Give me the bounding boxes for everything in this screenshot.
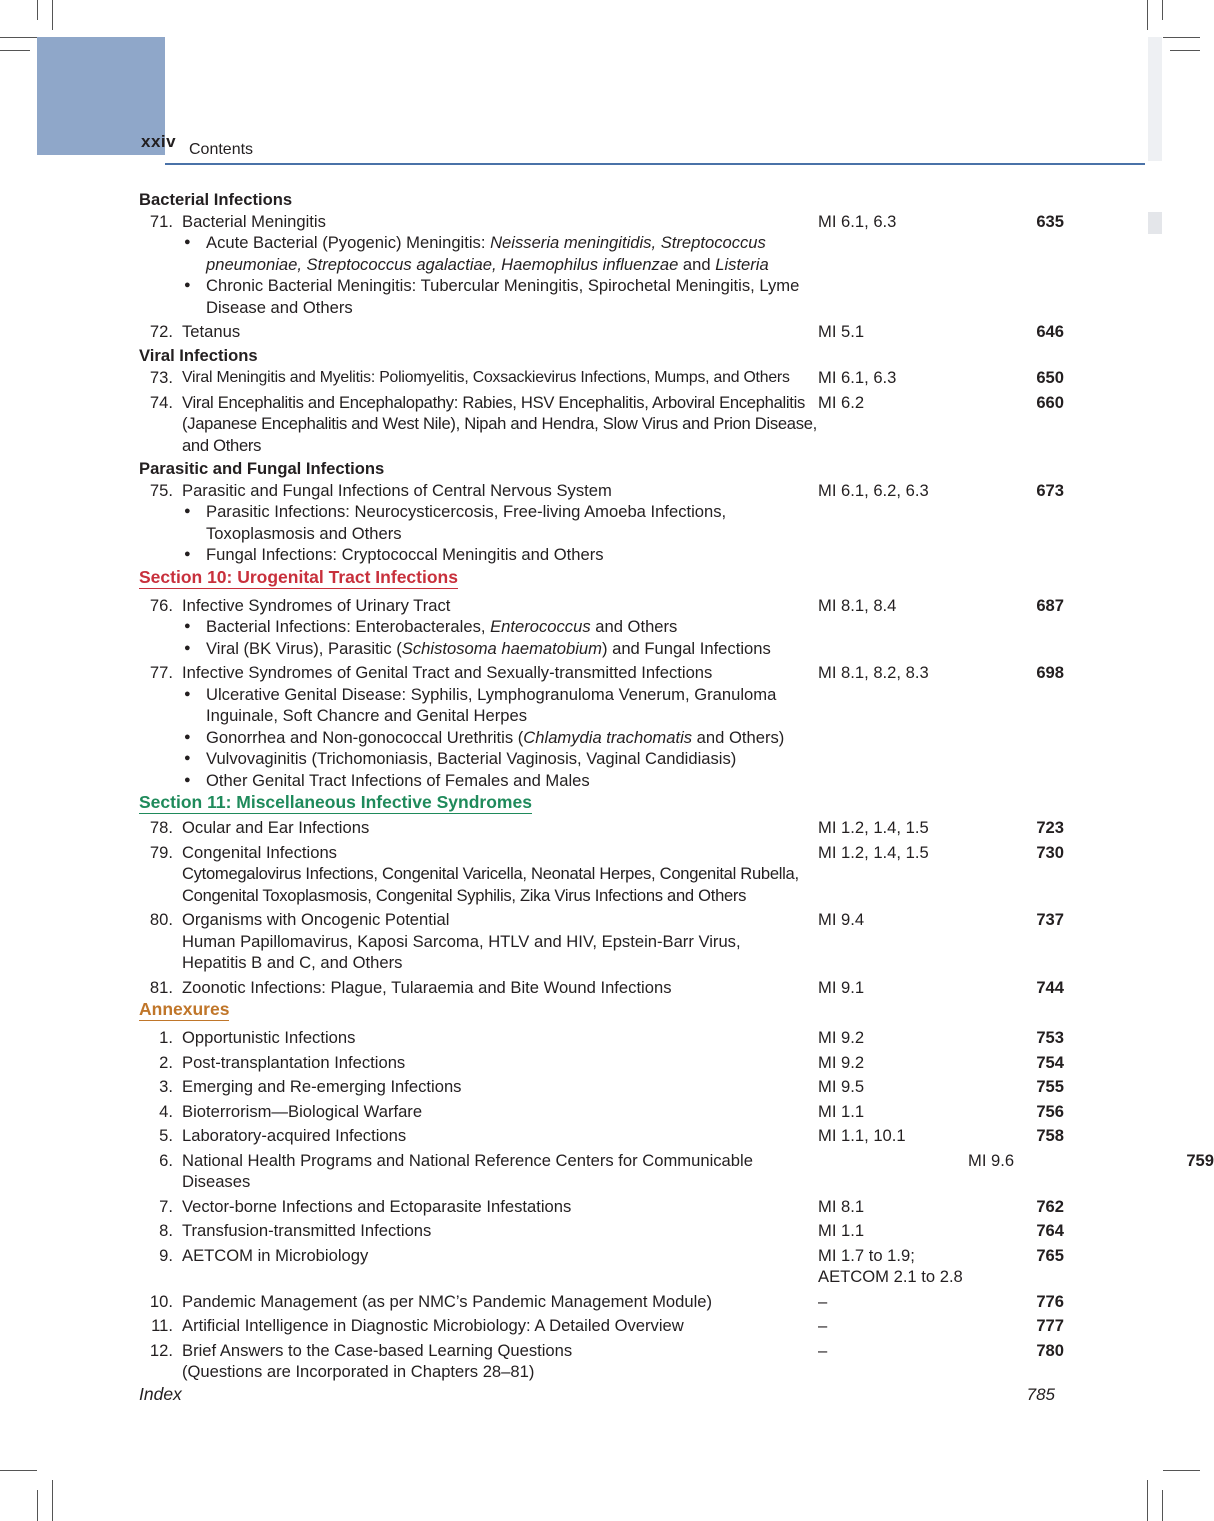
- crop-mark: [1163, 1470, 1200, 1471]
- competency-code: MI 8.1: [818, 1196, 865, 1216]
- annexure-title: Artificial Intelligence in Diagnostic Microbiology: A Detailed Overview: [182, 1316, 684, 1335]
- group-heading: Bacterial Infections: [139, 190, 293, 209]
- annexure-number: 4.: [159, 1101, 173, 1121]
- annexure-title: Pandemic Management (as per NMC’s Pandemic Management Module): [182, 1291, 713, 1311]
- competency-code: MI 1.2, 1.4, 1.5: [818, 818, 929, 837]
- toc-entry[interactable]: [139, 817, 1064, 839]
- bullet-item: ● Bacterial Infections: Enterobacterales, Enterococcus and Others: [182, 616, 818, 638]
- chapter-title: Bacterial Meningitis: [182, 211, 326, 231]
- page-number: 759: [1186, 1150, 1214, 1170]
- toc-entry[interactable]: [139, 392, 1064, 457]
- page-number: 744: [1036, 977, 1064, 997]
- annexure-number: 6.: [159, 1150, 173, 1170]
- page-number: 755: [1036, 1077, 1064, 1096]
- page-number: 776: [1036, 1291, 1064, 1311]
- competency-code: MI 8.1, 8.2, 8.3: [818, 663, 929, 682]
- chapter-title: Zoonotic Infections: Plague, Tularaemia and Bite Wound Infections: [182, 977, 672, 997]
- chapter-number: 79.: [149, 842, 173, 862]
- chapter-title-block: [173, 662, 818, 791]
- edge-tab: [1148, 37, 1162, 161]
- competency-code: –: [818, 1291, 828, 1311]
- annexure-title: Vector-borne Infections and Ectoparasite Infestations: [182, 1196, 572, 1216]
- competency-code-block: [818, 1245, 1008, 1288]
- chapter-number: 73.: [149, 368, 173, 387]
- annexure-number: 11.: [151, 1316, 173, 1335]
- chapter-title-block: [173, 842, 818, 907]
- crop-mark: [0, 37, 37, 38]
- crop-mark: [0, 1470, 37, 1471]
- chapter-number: 72.: [149, 322, 173, 341]
- index-label: Index: [139, 1383, 182, 1404]
- toc-entry[interactable]: [139, 909, 1064, 974]
- bullet-item: ● Ulcerative Genital Disease: Syphilis, Lymphogranuloma Venerum, Granuloma Inguinale, Soft Chancre and Genital Herpes: [182, 684, 818, 727]
- chapter-number: 71.: [149, 211, 173, 231]
- section-heading[interactable]: Section 10: Urogenital Tract Infections: [139, 566, 458, 587]
- annexure-number: 8.: [159, 1221, 173, 1240]
- competency-code: MI 6.2: [818, 392, 865, 412]
- chapter-title: Infective Syndromes of Genital Tract and Sexually-transmitted Infections: [182, 663, 713, 682]
- page-number: 723: [1036, 818, 1064, 837]
- toc-entry[interactable]: [139, 662, 1064, 791]
- annexure-title: Emerging and Re-emerging Infections: [182, 1077, 462, 1096]
- chapter-title: Congenital Infections: [182, 842, 337, 862]
- chapter-title: Viral Meningitis and Myelitis: Poliomyelitis, Coxsackievirus Infections, Mumps, and Others: [182, 369, 790, 386]
- section-heading-wrap: [139, 566, 1059, 589]
- annexure-number: 2.: [159, 1052, 173, 1072]
- toc-entry[interactable]: [139, 1101, 1064, 1123]
- bullet-item: ● Acute Bacterial (Pyogenic) Meningitis: Neisseria meningitidis, Streptococcus pneumoniae, Streptococcus agalactiae, Haemophilus influenzae and Listeria: [182, 232, 818, 275]
- chapter-title: Ocular and Ear Infections: [182, 818, 370, 837]
- bullet-item: ● Other Genital Tract Infections of Females and Males: [182, 770, 818, 792]
- competency-code: MI 1.1: [818, 1101, 865, 1121]
- toc-entry[interactable]: [139, 1291, 1064, 1313]
- chapter-number: 77.: [149, 663, 173, 682]
- page-number: 756: [1036, 1101, 1064, 1121]
- annexure-title: AETCOM in Microbiology: [182, 1245, 369, 1265]
- page-number: 764: [1036, 1221, 1064, 1240]
- chapter-title: Infective Syndromes of Urinary Tract: [182, 595, 451, 615]
- competency-code: MI 9.6: [968, 1150, 1015, 1170]
- competency-code: MI 1.1: [818, 1221, 865, 1240]
- toc-entry[interactable]: [139, 1245, 1064, 1288]
- annexure-title: Brief Answers to the Case-based Learning Questions: [182, 1340, 573, 1360]
- chapter-title-block: [173, 909, 818, 974]
- chapter-number: 80.: [149, 910, 173, 929]
- chapter-title-block: [173, 480, 818, 566]
- competency-code: MI 1.7 to 1.9;: [818, 1245, 915, 1265]
- section-heading-wrap: [139, 791, 1059, 814]
- chapter-number: 76.: [149, 595, 173, 615]
- page-number: 650: [1036, 368, 1064, 387]
- chapter-subtitle: Human Papillomavirus, Kaposi Sarcoma, HTLV and HIV, Epstein-Barr Virus, Hepatitis B and C, and Others: [182, 931, 741, 972]
- index-entry[interactable]: [139, 1384, 1059, 1406]
- toc-entry[interactable]: [139, 321, 1064, 343]
- competency-code: MI 9.2: [818, 1028, 865, 1047]
- competency-code: MI 8.1, 8.4: [818, 595, 897, 615]
- page-number: 753: [1036, 1028, 1064, 1047]
- chapter-subtitle: Cytomegalovirus Infections, Congenital Varicella, Neonatal Herpes, Congenital Rubella, Congenital Toxoplasmosis, Congenital Syphilis, Zika Virus Infections and Others: [182, 864, 799, 905]
- competency-code: –: [818, 1340, 828, 1360]
- index-page-number: 785: [1026, 1384, 1055, 1404]
- toc-entry[interactable]: [139, 367, 1064, 389]
- page-number: 687: [1036, 595, 1064, 615]
- crop-mark: [1170, 50, 1200, 51]
- crop-mark: [1162, 0, 1163, 20]
- annexure-title: Transfusion-transmitted Infections: [182, 1221, 432, 1240]
- bullet-item: ● Fungal Infections: Cryptococcal Meningitis and Others: [182, 544, 818, 566]
- competency-code: MI 9.1: [818, 977, 865, 997]
- crop-mark: [1163, 37, 1200, 38]
- toc-entry[interactable]: [139, 1076, 1064, 1098]
- page-number: 646: [1036, 322, 1064, 341]
- bullet-item: ● Chronic Bacterial Meningitis: Tubercular Meningitis, Spirochetal Meningitis, Lyme Disease and Others: [182, 275, 818, 318]
- annexure-number: 7.: [159, 1196, 173, 1216]
- section-heading[interactable]: Annexures: [139, 999, 230, 1019]
- toc-entry[interactable]: [139, 1052, 1064, 1074]
- page-number: 673: [1036, 480, 1064, 500]
- section-heading[interactable]: Section 11: Miscellaneous Infective Syndromes: [139, 792, 532, 812]
- competency-code: MI 5.1: [818, 322, 865, 341]
- toc-entry[interactable]: [139, 977, 1064, 999]
- chapter-number: 81.: [149, 977, 173, 997]
- competency-code: MI 9.4: [818, 910, 865, 929]
- page-number: 765: [1036, 1245, 1064, 1265]
- crop-mark: [52, 0, 53, 30]
- toc-entry[interactable]: [139, 1196, 1064, 1218]
- page-number: 780: [1036, 1340, 1064, 1360]
- crop-mark: [52, 1480, 53, 1521]
- page-number: 730: [1036, 842, 1064, 862]
- bullet-item: ● Gonorrhea and Non-gonococcal Urethritis (Chlamydia trachomatis and Others): [182, 727, 818, 749]
- page-folio: xxiv: [141, 132, 177, 151]
- chapter-number: 74.: [149, 392, 173, 412]
- toc-entry[interactable]: [139, 1315, 1064, 1337]
- page-number: 758: [1036, 1126, 1064, 1145]
- edge-tab: [1148, 212, 1162, 234]
- toc-entry[interactable]: [139, 1220, 1064, 1242]
- competency-code: MI 6.1, 6.3: [818, 211, 897, 231]
- annexure-number: 10.: [149, 1291, 173, 1311]
- toc-entry[interactable]: [139, 480, 1064, 566]
- section-heading-wrap: [139, 998, 1059, 1021]
- toc-entry[interactable]: [139, 1340, 1064, 1383]
- toc-entry[interactable]: [139, 211, 1064, 319]
- toc-entry[interactable]: [139, 1027, 1064, 1049]
- toc-entry[interactable]: [139, 842, 1064, 907]
- page-number: 777: [1036, 1316, 1064, 1335]
- crop-mark: [37, 0, 38, 20]
- table-of-contents: [139, 189, 1214, 1405]
- page-number: 762: [1036, 1196, 1064, 1216]
- annexure-number: 12.: [149, 1340, 173, 1360]
- toc-entry[interactable]: [139, 1150, 1214, 1193]
- chapter-title-block: [173, 595, 818, 660]
- bullet-item: ● Vulvovaginitis (Trichomoniasis, Bacterial Vaginosis, Vaginal Candidiasis): [182, 748, 818, 770]
- group-heading: Viral Infections: [139, 345, 258, 365]
- annexure-number: 9.: [159, 1245, 173, 1265]
- header-rule: [165, 163, 1145, 165]
- crop-mark: [37, 1490, 38, 1521]
- competency-code: MI 6.1, 6.2, 6.3: [818, 480, 929, 500]
- chapter-title: Organisms with Oncogenic Potential: [182, 910, 450, 929]
- annexure-title: Post-transplantation Infections: [182, 1052, 406, 1072]
- page-number: 698: [1036, 663, 1064, 682]
- page-number: 635: [1036, 211, 1064, 231]
- annexure-title: Laboratory-acquired Infections: [182, 1126, 407, 1145]
- competency-code: –: [818, 1316, 828, 1335]
- annexure-title: National Health Programs and National Reference Centers for Communicable Diseases: [182, 1150, 753, 1191]
- page-number: 737: [1036, 910, 1064, 929]
- annexure-title: Bioterrorism—Biological Warfare: [182, 1101, 423, 1121]
- crop-mark: [1147, 1480, 1148, 1521]
- competency-code: AETCOM 2.1 to 2.8: [818, 1267, 963, 1286]
- page-number: 660: [1036, 392, 1064, 412]
- crop-mark: [1147, 0, 1148, 30]
- crop-mark: [0, 50, 30, 51]
- bullet-item: ● Parasitic Infections: Neurocysticercosis, Free-living Amoeba Infections, Toxoplasmosis and Others: [182, 501, 818, 544]
- annexure-number: 1.: [159, 1028, 173, 1047]
- competency-code: MI 1.1, 10.1: [818, 1126, 906, 1145]
- annexure-number: 5.: [159, 1126, 173, 1145]
- group-heading: Parasitic and Fungal Infections: [139, 459, 385, 478]
- toc-entry[interactable]: [139, 595, 1064, 660]
- chapter-number: 78.: [149, 818, 173, 837]
- competency-code: MI 6.1, 6.3: [818, 368, 897, 387]
- annexure-title: Opportunistic Infections: [182, 1028, 356, 1047]
- competency-code: MI 9.2: [818, 1052, 865, 1072]
- toc-entry[interactable]: [139, 1125, 1064, 1147]
- chapter-title-block: [173, 211, 818, 319]
- running-title: Contents: [189, 141, 254, 158]
- chapter-title: Viral Encephalitis and Encephalopathy: Rabies, HSV Encephalitis, Arboviral Encephalitis (Japanese Encephalitis and West Nile), Nipah and Hendra, Slow Virus and Prion Disease, and Others: [182, 392, 817, 455]
- page-number: 754: [1036, 1052, 1064, 1072]
- chapter-title: Parasitic and Fungal Infections of Central Nervous System: [182, 480, 612, 500]
- annexure-subtitle: (Questions are Incorporated in Chapters 28–81): [182, 1362, 535, 1381]
- annexure-title-block: [173, 1340, 818, 1383]
- annexure-number: 3.: [159, 1077, 173, 1096]
- bullet-item: ● Viral (BK Virus), Parasitic (Schistosoma haematobium) and Fungal Infections: [182, 638, 818, 660]
- chapter-title: Tetanus: [182, 322, 241, 341]
- crop-mark: [1162, 1490, 1163, 1521]
- competency-code: MI 1.2, 1.4, 1.5: [818, 842, 929, 862]
- chapter-number: 75.: [149, 480, 173, 500]
- competency-code: MI 9.5: [818, 1077, 865, 1096]
